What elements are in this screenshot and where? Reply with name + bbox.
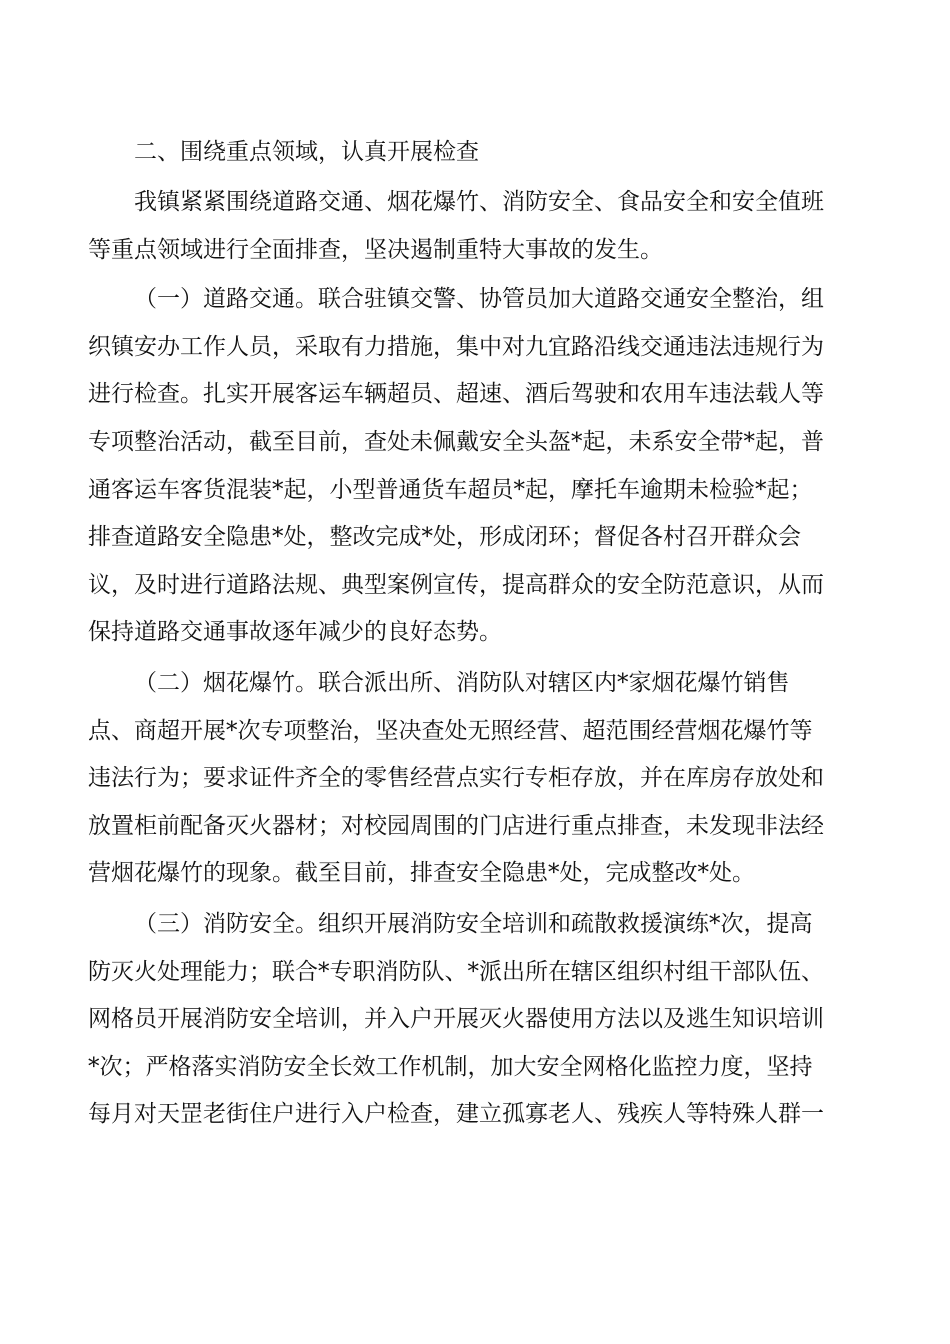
text-line: 我镇紧紧围绕道路交通、烟花爆竹、消防安全、食品安全和安全值班 — [134, 189, 824, 215]
fire-safety-paragraph — [88, 901, 864, 1139]
section-heading: 二、围绕重点领域，认真开展检查 — [134, 139, 479, 165]
intro-paragraph — [88, 179, 864, 274]
text-line: 排查道路安全隐患*处，整改完成*处，形成闭环；督促各村召开群众会 — [88, 524, 801, 551]
road-traffic-paragraph — [88, 276, 864, 657]
text-line: （二）烟花爆竹。联合派出所、消防队对辖区内*家烟花爆竹销售 — [134, 669, 790, 696]
text-line: *次；严格落实消防安全长效工作机制，加大安全网格化监控力度，坚持 — [88, 1053, 813, 1080]
text-line: 点、商超开展*次专项整治，坚决查处无照经营、超范围经营烟花爆竹等 — [88, 717, 813, 744]
text-line: 网格员开展消防安全培训，并入户开展灭火器使用方法以及逃生知识培训 — [88, 1006, 824, 1033]
document-body — [88, 128, 864, 1139]
text-line: 织镇安办工作人员，采取有力措施，集中对九宜路沿线交通违法违规行为 — [88, 333, 824, 360]
text-line: 违法行为；要求证件齐全的零售经营点实行专柜存放，并在库房存放处和 — [88, 765, 824, 792]
text-line: 议，及时进行道路法规、典型案例宣传，提高群众的安全防范意识，从而 — [88, 571, 824, 598]
text-line: 营烟花爆竹的现象。截至目前，排查安全隐患*处，完成整改*处。 — [88, 860, 755, 887]
text-line: 防灭火处理能力；联合*专职消防队、*派出所在辖区组织村组干部队伍、 — [88, 958, 824, 985]
text-line: 专项整治活动，截至目前，查处未佩戴安全头盔*起，未系安全带*起，普 — [88, 428, 824, 455]
text-line: 通客运车客货混装*起，小型普通货车超员*起，摩托车逾期未检验*起； — [88, 476, 813, 503]
fireworks-paragraph — [88, 660, 864, 898]
text-line: 每月对天罡老街住户进行入户检查，建立孤寡老人、残疾人等特殊人群一 — [88, 1101, 824, 1128]
text-line: 放置柜前配备灭火器材；对校园周围的门店进行重点排查，未发现非法经 — [88, 812, 824, 839]
text-line: 进行检查。扎实开展客运车辆超员、超速、酒后驾驶和农用车违法载人等 — [88, 381, 824, 408]
text-line: 等重点领域进行全面排查，坚决遏制重特大事故的发生。 — [88, 236, 663, 263]
text-line: 保持道路交通事故逐年减少的良好态势。 — [88, 619, 502, 646]
text-line: （三）消防安全。组织开展消防安全培训和疏散救援演练*次，提高 — [134, 910, 813, 937]
text-line: （一）道路交通。联合驻镇交警、协管员加大道路交通安全整治，组 — [134, 286, 824, 313]
